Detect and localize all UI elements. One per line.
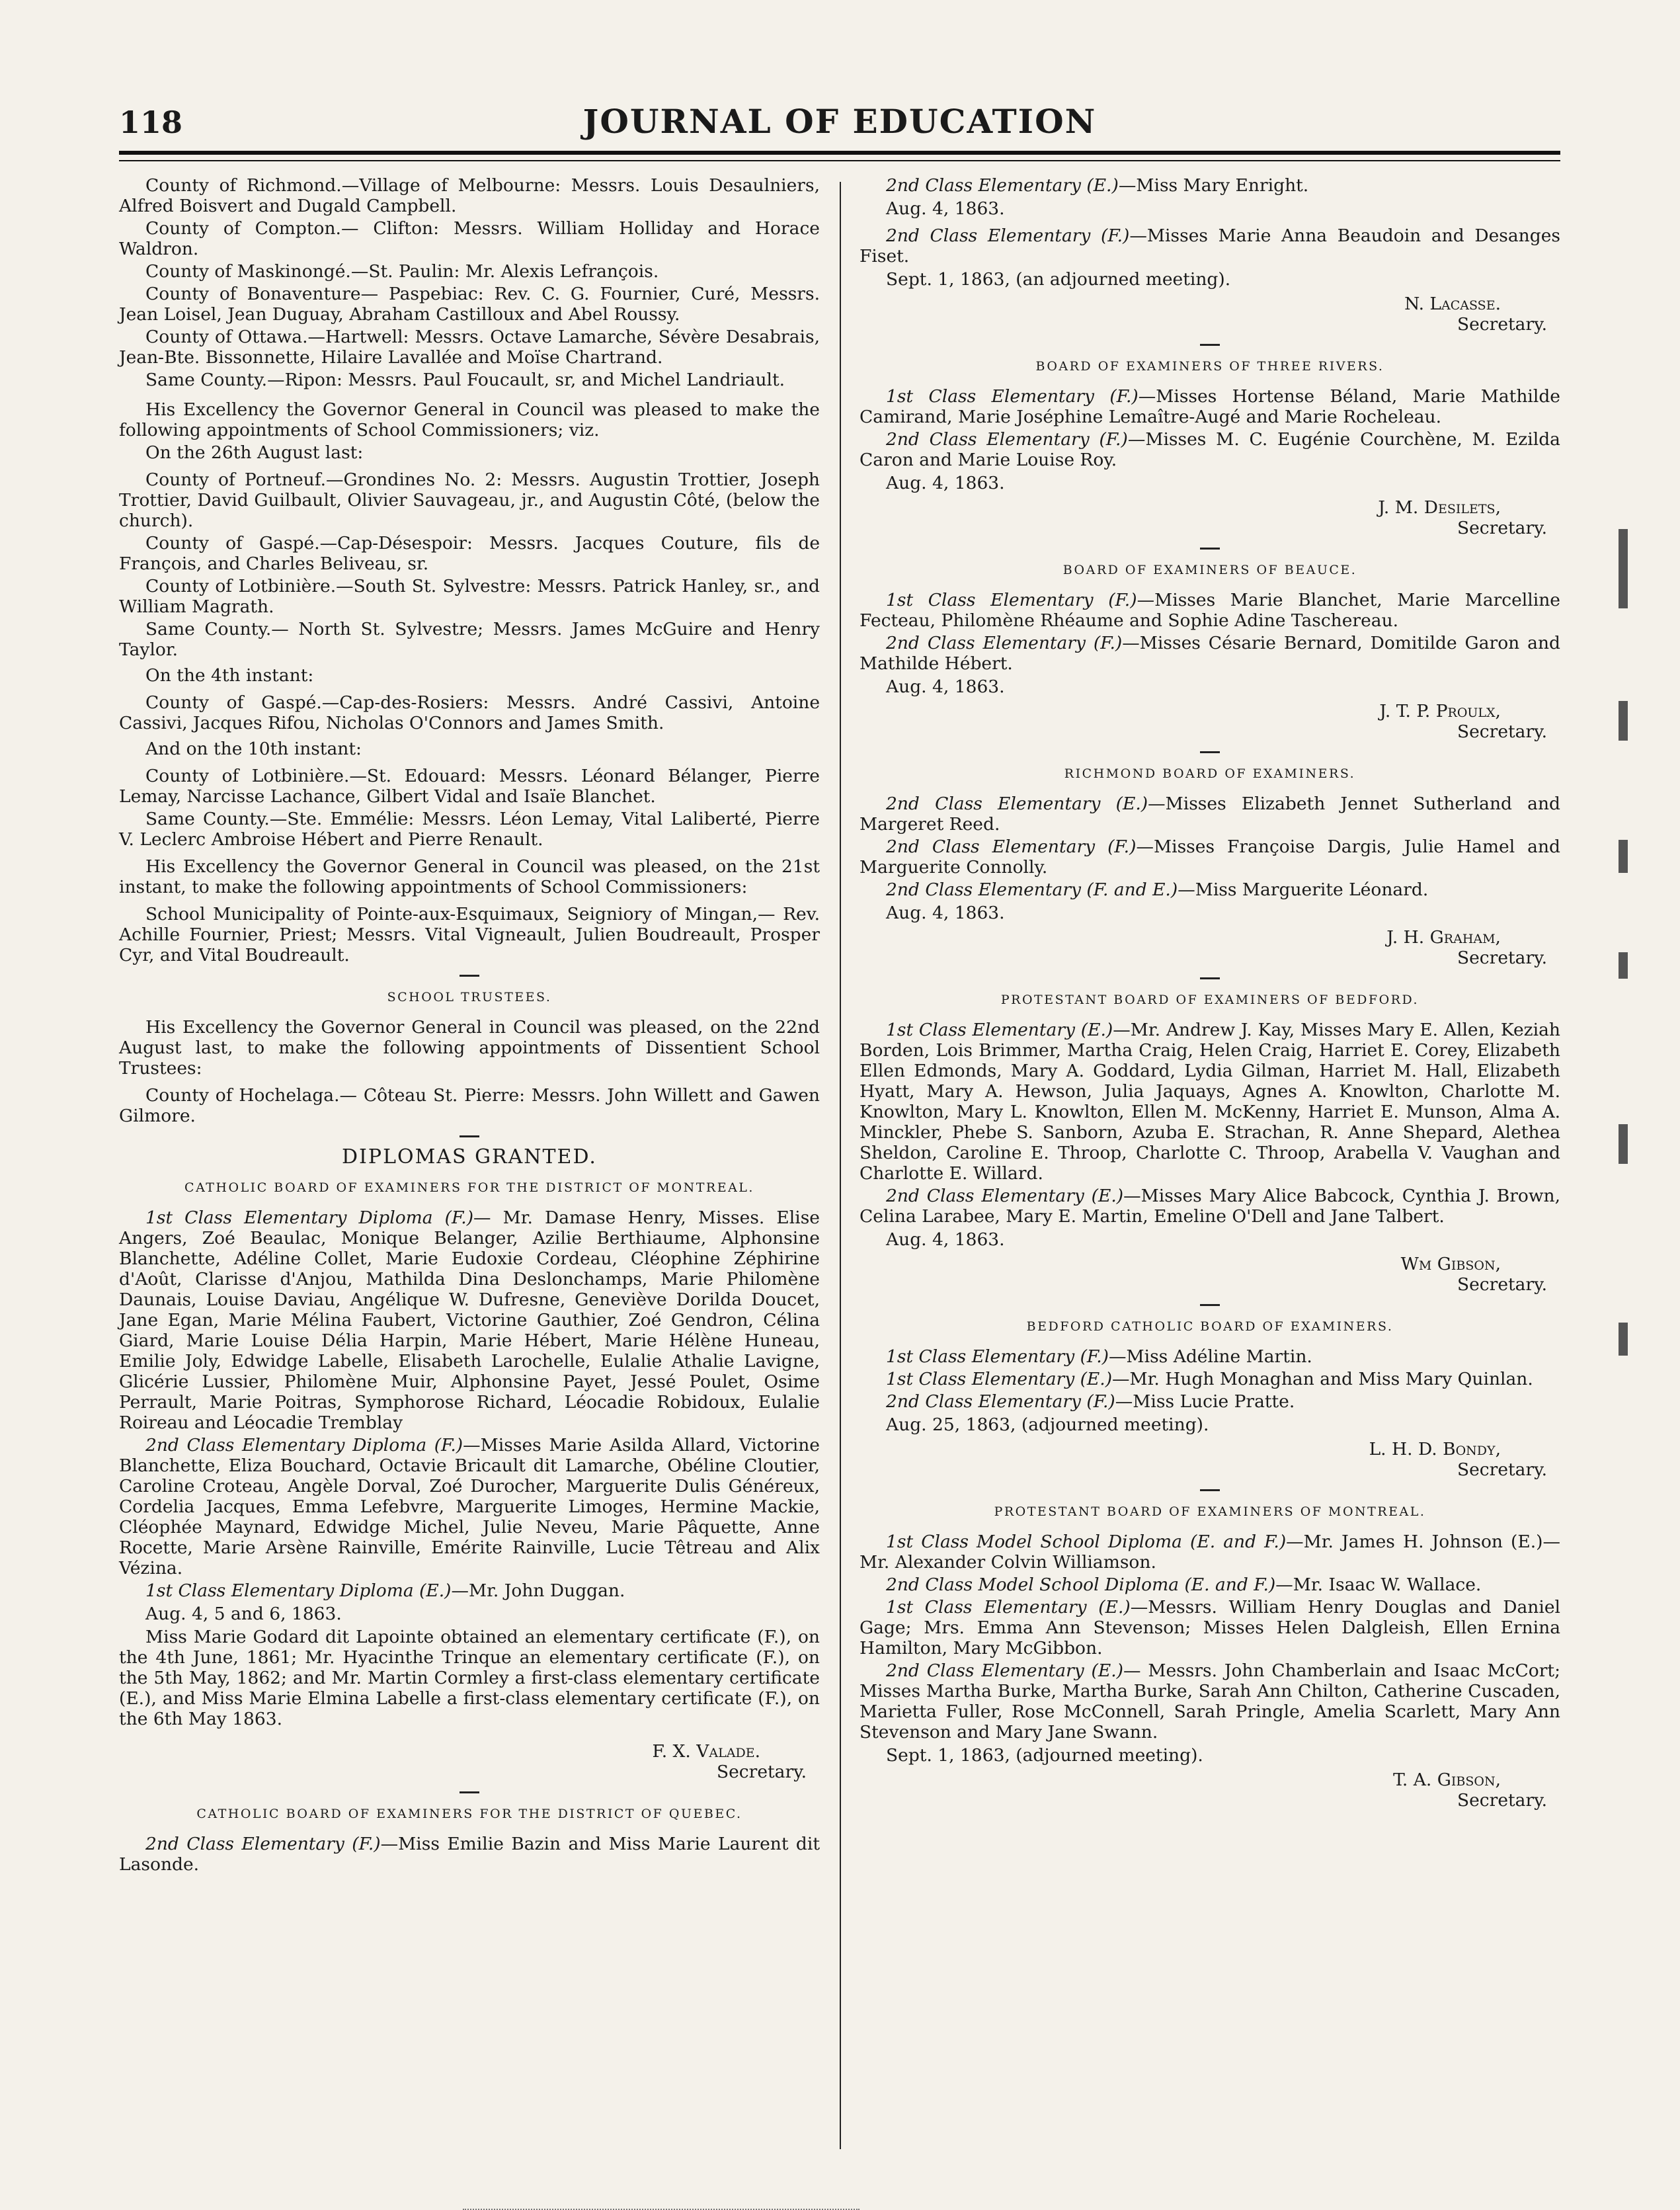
- signature-name: Wm Gibson,: [1400, 1254, 1501, 1274]
- diploma-text: —Misses Françoise Dargis, Julie Hamel and Marguerite Connolly.: [860, 837, 1560, 878]
- paragraph: [860, 225, 1560, 266]
- paragraph: [860, 1597, 1560, 1658]
- scan-mark: [1619, 1124, 1628, 1164]
- section-dash: [1200, 1304, 1220, 1306]
- paragraph: [119, 1435, 820, 1578]
- diploma-label: 2nd Class Elementary (F.): [886, 1391, 1115, 1412]
- section-dash: [460, 1791, 479, 1793]
- paragraph: [860, 1391, 1560, 1412]
- paragraph: [860, 1660, 1560, 1742]
- diploma-label: 1st Class Model School Diploma (E. and F.): [886, 1532, 1287, 1552]
- paragraph: His Excellency the Governor General in Council was pleased, on the 22nd August last, to make the following appointments of Dissentient School Trustees:: [119, 1017, 820, 1079]
- section-heading: CATHOLIC BOARD OF EXAMINERS FOR THE DISTRICT OF MONTREAL.: [184, 1180, 754, 1195]
- diploma-label: 1st Class Elementary Diploma (E.): [145, 1580, 452, 1601]
- paragraph: County of Hochelaga.— Côteau St. Pierre: Messrs. John Willett and Gawen Gilmore.: [119, 1085, 820, 1126]
- paragraph: And on the 10th instant:: [145, 739, 362, 759]
- diploma-text: —Mr. Andrew J. Kay, Misses Mary E. Allen, Keziah Borden, Lois Brimmer, Martha Craig, Helen Craig, Harriet E. Corey, Elizabeth Ellen Edmonds, Mary A. Goddard, Lydia Gilman, Harriet M. Hall, Elizabeth Hyatt, Mary A. Hewson, Julia Jaquays, Agnes A. Knowlton, Charlotte M. Knowlton, Mary L. Knowlton, Ellen M. McKenny, Harriet E. Munson, Alma A. Minckler, Phebe S. Sanborn, Azuba E. Strachan, R. Anne Shepard, Alethea Sheldon, Caroline E. Throop, Charlotte C. Throop, Arabella V. Vaughan and Charlotte E. Willard.: [860, 1020, 1560, 1184]
- section-heading: BOARD OF EXAMINERS OF THREE RIVERS.: [1035, 359, 1384, 374]
- diploma-text: —Misses Césarie Bernard, Domitilde Garon and Mathilde Hébert.: [860, 633, 1560, 674]
- paragraph: [860, 837, 1560, 878]
- paragraph: [860, 794, 1560, 835]
- section-heading: CATHOLIC BOARD OF EXAMINERS FOR THE DISTRICT OF QUEBEC.: [196, 1807, 742, 1821]
- diploma-text: —Miss Mary Enright.: [1118, 175, 1309, 196]
- scan-margin-marks: [1613, 529, 1633, 1521]
- diploma-label: 1st Class Elementary (E.): [886, 1597, 1131, 1617]
- diploma-label: 1st Class Elementary (E.): [886, 1369, 1113, 1389]
- paragraph: County of Bonaventure— Paspebiac: Rev. C. G. Fournier, Curé, Messrs. Jean Loisel, Jean Duguay, Abraham Castilloux and Abel Roussy.: [119, 284, 820, 325]
- paragraph: Same County.—Ripon: Messrs. Paul Foucault, sr, and Michel Landriault.: [145, 370, 785, 390]
- signature-name: J. M. Desilets,: [1378, 497, 1501, 518]
- diploma-label: 1st Class Elementary (F.): [886, 1346, 1109, 1367]
- date-line: Aug. 4, 1863.: [886, 903, 1005, 923]
- diploma-label: 2nd Class Elementary (F.): [886, 837, 1137, 857]
- paragraph: [860, 880, 1560, 900]
- diploma-label: 1st Class Elementary Diploma (F.): [145, 1207, 474, 1228]
- date-line: Sept. 1, 1863, (an adjourned meeting).: [886, 269, 1231, 290]
- signature-title: Secretary.: [1457, 1790, 1547, 1811]
- diploma-label: 2nd Class Model School Diploma (E. and F.): [886, 1575, 1276, 1595]
- paragraph: [119, 1580, 820, 1601]
- paragraph: County of Lotbinière.—St. Edouard: Messrs. Léonard Bélanger, Pierre Lemay, Narcisse Lachance, Gilbert Vidal and Isaïe Blanchet.: [119, 766, 820, 807]
- paragraph: [860, 633, 1560, 674]
- date-line: Aug. 4, 1863.: [886, 1229, 1005, 1250]
- paragraph: [860, 1369, 1560, 1389]
- date-line: Aug. 25, 1863, (adjourned meeting).: [886, 1414, 1209, 1435]
- diploma-label: 2nd Class Elementary (F.): [886, 633, 1123, 653]
- right-column: [860, 175, 1560, 1813]
- diploma-text: —Mr. Hugh Monaghan and Miss Mary Quinlan.: [1112, 1369, 1533, 1389]
- section-heading: RICHMOND BOARD OF EXAMINERS.: [1064, 766, 1356, 781]
- paragraph: [860, 1186, 1560, 1227]
- paragraph: [860, 1575, 1560, 1595]
- paragraph: [860, 386, 1560, 427]
- page-header: [119, 99, 1560, 149]
- paragraph: Miss Marie Godard dit Lapointe obtained an elementary certificate (F.), on the 4th June, 1861; Mr. Hyacinthe Trinque an elementary certificate (F.), on the 5th May, 1862; and Mr. Martin Cormley a first-class elementary certificate (E.), and Miss Marie Elmina Labelle a first-class elementary certificate (F.), on the 6th May 1863.: [119, 1627, 820, 1729]
- paragraph: County of Maskinongé.—St. Paulin: Mr. Alexis Lefrançois.: [145, 261, 659, 282]
- section-dash: [1200, 751, 1220, 753]
- paragraph: On the 26th August last:: [145, 442, 364, 463]
- header-rule-thin: [119, 160, 1560, 161]
- diploma-text: —Misses Marie Anna Beaudoin and Desanges Fiset.: [860, 225, 1560, 266]
- date-line: Aug. 4, 1863.: [886, 676, 1005, 697]
- diploma-label: 2nd Class Elementary (E.): [886, 175, 1119, 196]
- section-heading: BOARD OF EXAMINERS OF BEAUCE.: [1062, 563, 1357, 577]
- paragraph: School Municipality of Pointe-aux-Esquimaux, Seigniory of Mingan,— Rev. Achille Fournier, Priest; Messrs. Vital Vigneault, Julien Boudreault, Prosper Cyr, and Vital Boudreault.: [119, 904, 820, 965]
- header-rule-thick: [119, 151, 1560, 155]
- signature-name: J. H. Graham,: [1386, 927, 1501, 948]
- diploma-label: 1st Class Elementary (F.): [886, 590, 1137, 610]
- paragraph: His Excellency the Governor General in Council was pleased to make the following appointments of School Commissioners; viz.: [119, 399, 820, 440]
- signature-title: Secretary.: [1457, 721, 1547, 742]
- paragraph: Same County.— North St. Sylvestre; Messrs. James McGuire and Henry Taylor.: [119, 619, 820, 660]
- diploma-label: 2nd Class Elementary (E.): [886, 794, 1148, 814]
- diploma-text: —Misses Mary Alice Babcock, Cynthia J. Brown, Celina Larabee, Mary E. Martin, Emeline O'Dell and Jane Talbert.: [860, 1186, 1560, 1227]
- diploma-label: 2nd Class Elementary (F.): [886, 225, 1130, 246]
- paragraph: County of Gaspé.—Cap-des-Rosiers: Messrs. André Cassivi, Antoine Cassivi, Jacques Rifou, Nicholas O'Connors and James Smith.: [119, 692, 820, 733]
- journal-title: JOURNAL OF EDUCATION: [582, 102, 1097, 141]
- signature-title: Secretary.: [1457, 1459, 1547, 1480]
- signature-name: N. Lacasse.: [1404, 294, 1501, 314]
- diploma-text: —Misses Marie Blanchet, Marie Marcelline Fecteau, Philomène Rhéaume and Sophie Adine Taschereau.: [860, 590, 1560, 631]
- scan-mark: [1619, 701, 1628, 741]
- section-dash: [1200, 548, 1220, 550]
- section-dash: [1200, 344, 1220, 346]
- paragraph: [119, 1834, 820, 1875]
- paragraph: [860, 175, 1560, 196]
- diploma-text: —Misses M. C. Eugénie Courchène, M. Ezilda Caron and Marie Louise Roy.: [860, 429, 1560, 470]
- section-heading: SCHOOL TRUSTEES.: [387, 990, 552, 1004]
- signature-title: Secretary.: [716, 1762, 807, 1782]
- diploma-text: —Miss Emilie Bazin and Miss Marie Laurent dit Lasonde.: [119, 1834, 820, 1875]
- diploma-text: —Mr. James H. Johnson (E.)—Mr. Alexander Colvin Williamson.: [860, 1532, 1561, 1573]
- diploma-label: 2nd Class Elementary (E.): [886, 1660, 1123, 1681]
- diploma-text: — Messrs. John Chamberlain and Isaac McCort; Misses Martha Burke, Martha Burke, Sarah Ann Chilton, Catherine Cuscaden, Marietta Fuller, Rose McConnell, Sarah Pringle, Amelia Scarlett, Mary Ann Stevenson and Mary Jane Swann.: [860, 1660, 1560, 1742]
- paragraph: His Excellency the Governor General in Council was pleased, on the 21st instant, to make the following appointments of School Commissioners:: [119, 856, 820, 897]
- diploma-label: 2nd Class Elementary (E.): [886, 1186, 1124, 1206]
- scan-mark: [1619, 840, 1628, 873]
- diploma-text: —Misses Hortense Béland, Marie Mathilde Camirand, Marie Joséphine Lemaître-Augé and Marie Rocheleau.: [860, 386, 1560, 427]
- columns: [119, 175, 1560, 2169]
- scan-mark: [1619, 529, 1628, 608]
- date-line: Aug. 4, 5 and 6, 1863.: [145, 1604, 342, 1624]
- date-line: Aug. 4, 1863.: [886, 473, 1005, 493]
- paragraph: [119, 1207, 820, 1433]
- paragraph: Same County.—Ste. Emmélie: Messrs. Léon Lemay, Vital Laliberté, Pierre V. Leclerc Ambroise Hébert and Pierre Renault.: [119, 809, 820, 850]
- section-dash: [1200, 977, 1220, 979]
- paragraph: County of Richmond.—Village of Melbourne: Messrs. Louis Desaulniers, Alfred Boisvert and Dugald Campbell.: [119, 175, 820, 216]
- signature-name: T. A. Gibson,: [1393, 1770, 1501, 1790]
- paragraph: County of Gaspé.—Cap-Désespoir: Messrs. Jacques Couture, fils de François, and Charles Beliveau, sr.: [119, 533, 820, 574]
- signature-name: J. T. P. Proulx,: [1379, 701, 1501, 721]
- diploma-text: —Miss Lucie Pratte.: [1115, 1391, 1295, 1412]
- diploma-label: 2nd Class Elementary (F.): [145, 1834, 381, 1854]
- diploma-label: 2nd Class Elementary (F.): [886, 429, 1128, 450]
- signature-name: F. X. Valade.: [652, 1741, 760, 1762]
- signature-title: Secretary.: [1457, 948, 1547, 968]
- paragraph: [860, 590, 1560, 631]
- diploma-text: —Mr. Isaac W. Wallace.: [1275, 1575, 1482, 1595]
- section-dash: [460, 975, 479, 977]
- scan-mark: [1619, 952, 1628, 979]
- diploma-text: —Messrs. William Henry Douglas and Daniel Gage; Mrs. Emma Ann Stevenson; Misses Helen Dalgleish, Ellen Ernina Hamilton, Mary McGibbon.: [860, 1597, 1560, 1658]
- signature-title: Secretary.: [1457, 314, 1547, 335]
- signature-title: Secretary.: [1457, 518, 1547, 538]
- diploma-text: —Misses Marie Asilda Allard, Victorine Blanchette, Eliza Bouchard, Octavie Bricault dit Lamarche, Obéline Cloutier, Caroline Croteau, Angèle Dorval, Zoé Durocher, Marguerite Dulis Généreux, Cordelia Jacques, Emma Lefebvre, Marguerite Limoges, Hermine Mackie, Cléophée Maynard, Edwidge Michel, Julie Neveu, Marie Pâquette, Anne Rocette, Marie Arsène Rainville, Emérite Rainville, Lucie Têtreau and Alix Vézina.: [119, 1435, 820, 1578]
- diploma-text: — Mr. Damase Henry, Misses. Elise Angers, Zoé Beaulac, Monique Belanger, Azilie Berthiaume, Alphonsine Blanchette, Adéline Collet, Marie Eudoxie Cordeau, Cléophine Zéphirine d'Août, Clarisse d'Anjou, Mathilda Dina Deslonchamps, Marie Philomène Daunais, Louise Daviau, Angélique W. Dufresne, Geneviève Dorilda Doucet, Jane Egan, Marie Mélina Faubert, Victorine Gauthier, Zoé Gendron, Célina Giard, Marie Louise Délia Harpin, Marie Hébert, Marie Hélène Huneau, Emilie Joly, Edwidge Labelle, Elisabeth Larochelle, Eulalie Athalie Lavigne, Glicérie Lussier, Philomène Muir, Alphonsine Payet, Jessé Poulet, Osime Perrault, Marie Poitras, Symphorose Richard, Léocadie Robidoux, Eulalie Roireau and Léocadie Tremblay: [119, 1207, 820, 1433]
- paragraph: County of Ottawa.—Hartwell: Messrs. Octave Lamarche, Sévère Desabrais, Jean-Bte. Bissonnette, Hilaire Lavallée and Moïse Chartrand.: [119, 327, 820, 368]
- paragraph: County of Lotbinière.—South St. Sylvestre: Messrs. Patrick Hanley, sr., and William Magrath.: [119, 576, 820, 617]
- page-number: 118: [119, 104, 183, 140]
- section-dash: [1200, 1489, 1220, 1491]
- diploma-text: —Misses Elizabeth Jennet Sutherland and Margeret Reed.: [860, 794, 1561, 835]
- column-divider: [840, 182, 841, 2149]
- diploma-text: —Mr. John Duggan.: [451, 1580, 625, 1601]
- diploma-label: 1st Class Elementary (E.): [886, 1020, 1113, 1040]
- diploma-label: 2nd Class Elementary Diploma (F.): [145, 1435, 463, 1455]
- diploma-text: —Miss Marguerite Léonard.: [1178, 880, 1429, 900]
- scan-mark: [1619, 1323, 1628, 1356]
- section-dash: [460, 1135, 479, 1137]
- paragraph: [860, 1346, 1560, 1367]
- section-heading: BEDFORD CATHOLIC BOARD OF EXAMINERS.: [1026, 1319, 1394, 1334]
- section-heading: PROTESTANT BOARD OF EXAMINERS OF BEDFORD.: [1000, 993, 1420, 1007]
- signature-name: L. H. D. Bondy,: [1369, 1439, 1501, 1459]
- paragraph: [860, 429, 1560, 470]
- diploma-label: 1st Class Elementary (F.): [886, 386, 1139, 407]
- left-column: [119, 175, 820, 1877]
- paragraph: [860, 1020, 1560, 1184]
- date-line: Sept. 1, 1863, (adjourned meeting).: [886, 1745, 1203, 1766]
- diploma-text: —Miss Adéline Martin.: [1108, 1346, 1312, 1367]
- paragraph: County of Portneuf.—Grondines No. 2: Messrs. Augustin Trottier, Joseph Trottier, David Guilbault, Olivier Sauvageau, jr., and Augustin Côté, (below the church).: [119, 470, 820, 531]
- paragraph: [860, 1532, 1560, 1573]
- journal-page: [119, 99, 1560, 2169]
- paragraph: On the 4th instant:: [145, 665, 314, 686]
- date-line: Aug. 4, 1863.: [886, 198, 1005, 219]
- diploma-label: 2nd Class Elementary (F. and E.): [886, 880, 1178, 900]
- section-heading: PROTESTANT BOARD OF EXAMINERS OF MONTREAL.: [994, 1504, 1426, 1519]
- paragraph: County of Compton.— Clifton: Messrs. William Holliday and Horace Waldron.: [119, 218, 820, 259]
- section-heading: DIPLOMAS GRANTED.: [342, 1145, 597, 1168]
- signature-title: Secretary.: [1457, 1274, 1547, 1295]
